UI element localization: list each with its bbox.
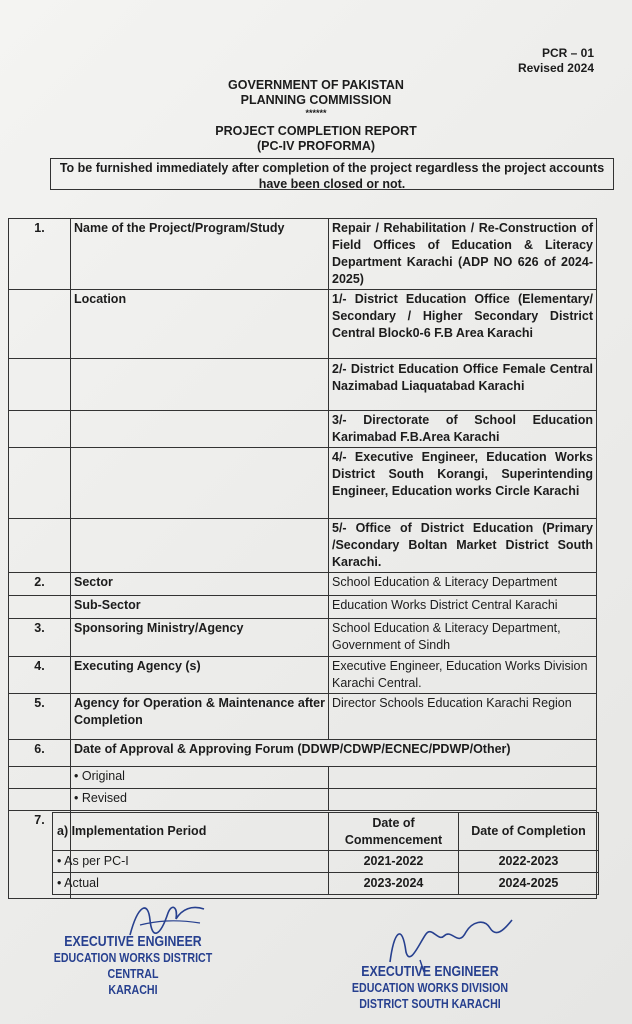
- executing-agency-label: Executing Agency (s): [71, 657, 329, 694]
- sub-sector-value: Education Works District Central Karachi: [329, 596, 597, 619]
- location-item: 1/- District Education Office (Elementary/ Secondary / Higher Secondary District Central Block0-6 F.B Area Karachi: [329, 290, 597, 359]
- actual-label: • Actual: [53, 873, 329, 895]
- stamp-title: EXECUTIVE ENGINEER: [361, 963, 499, 980]
- row-number: 2.: [9, 573, 71, 596]
- form-code: PCR – 01: [541, 46, 594, 60]
- project-name-label: Name of the Project/Program/Study: [71, 219, 329, 290]
- pc1-commencement: 2021-2022: [329, 851, 459, 873]
- stamp-office: EDUCATION WORKS DIVISION: [351, 980, 509, 995]
- notice-box: To be furnished immediately after completion of the project regardless the project accounts have been closed or not.: [50, 158, 614, 190]
- sector-label: Sector: [71, 573, 329, 596]
- table-row: [9, 359, 597, 411]
- proforma-title: (PC-IV PROFORMA): [256, 139, 376, 153]
- revision-label: Revised 2024: [517, 61, 594, 75]
- stars-divider: ******: [305, 108, 327, 118]
- executive-engineer-central-stamp: [47, 933, 219, 998]
- stamp-office: EDUCATION WORKS DISTRICT CENTRAL: [53, 950, 213, 981]
- location-item: 4/- Executive Engineer, Education Works District South Korangi, Superintending Engineer, Education works Circle Karachi: [329, 448, 597, 519]
- actual-completion: 2024-2025: [459, 873, 599, 895]
- table-row: [9, 448, 597, 519]
- table-row: [9, 573, 597, 596]
- table-row: [9, 519, 597, 573]
- om-agency-label: Agency for Operation & Maintenance after Completion: [71, 694, 329, 740]
- implementation-period-table: [52, 812, 599, 895]
- table-row: [53, 851, 599, 873]
- table-row: [9, 657, 597, 694]
- table-row: [9, 694, 597, 740]
- form-reference: [518, 46, 594, 76]
- stamp-city: KARACHI: [108, 982, 158, 997]
- row-number: 7.: [9, 811, 71, 899]
- sub-sector-label: Sub-Sector: [71, 596, 329, 619]
- table-row: [53, 813, 599, 851]
- location-item: 3/- Directorate of School Education Karimabad F.B.Area Karachi: [329, 411, 597, 448]
- row-number: 6.: [9, 740, 71, 767]
- project-name-value: Repair / Rehabilitation / Re-Construction of Field Offices of Education & Literacy Department Karachi (ADP NO 626 of 2024-2025): [329, 219, 597, 290]
- row-number: 1.: [9, 219, 71, 290]
- sponsoring-agency-value: School Education & Literacy Department, Government of Sindh: [329, 619, 597, 657]
- table-row: [9, 619, 597, 657]
- approval-revised: • Revised: [71, 789, 329, 811]
- table-row: [9, 767, 597, 789]
- project-details-table: [8, 218, 597, 899]
- sector-value: School Education & Literacy Department: [329, 573, 597, 596]
- commencement-header: Date of Commencement: [329, 813, 459, 851]
- table-row: [9, 411, 597, 448]
- report-title: PROJECT COMPLETION REPORT: [215, 124, 417, 138]
- row-number: 5.: [9, 694, 71, 740]
- executing-agency-value: Executive Engineer, Education Works Division Karachi Central.: [329, 657, 597, 694]
- table-row: [9, 596, 597, 619]
- sponsoring-agency-label: Sponsoring Ministry/Agency: [71, 619, 329, 657]
- stamp-title: EXECUTIVE ENGINEER: [64, 933, 202, 950]
- executive-engineer-south-stamp: [341, 963, 518, 1012]
- row-number: 3.: [9, 619, 71, 657]
- approval-original: • Original: [71, 767, 329, 789]
- government-title: GOVERNMENT OF PAKISTAN: [228, 78, 404, 92]
- completion-header: Date of Completion: [459, 813, 599, 851]
- actual-commencement: 2023-2024: [329, 873, 459, 895]
- om-agency-value: Director Schools Education Karachi Region: [329, 694, 597, 740]
- row-number: 4.: [9, 657, 71, 694]
- pc1-completion: 2022-2023: [459, 851, 599, 873]
- as-per-pc1-label: • As per PC-I: [53, 851, 329, 873]
- approval-forum-label: Date of Approval & Approving Forum (DDWP/CDWP/ECNEC/PDWP/Other): [71, 740, 597, 767]
- implementation-period-label: a) Implementation Period: [53, 813, 329, 851]
- table-row: [9, 290, 597, 359]
- location-label: Location: [71, 290, 329, 359]
- table-row: [53, 873, 599, 895]
- document-heading: [0, 78, 632, 154]
- location-item: 5/- Office of District Education (Primary /Secondary Boltan Market District South Karachi.: [329, 519, 597, 573]
- location-item: 2/- District Education Office Female Central Nazimabad Liaquatabad Karachi: [329, 359, 597, 411]
- table-row: [9, 789, 597, 811]
- table-row: [9, 219, 597, 290]
- commission-title: PLANNING COMMISSION: [240, 93, 392, 107]
- stamp-district: DISTRICT SOUTH KARACHI: [359, 996, 501, 1011]
- table-row: [9, 740, 597, 767]
